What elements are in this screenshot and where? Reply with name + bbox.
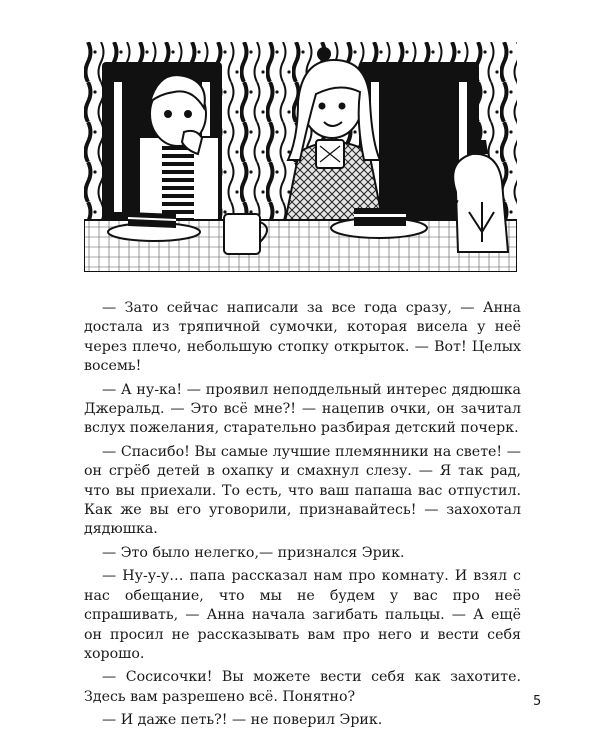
paragraph: — А ну-ка! — проявил неподдельный интерес дядюшка Джеральд. — Это всё мне?! — нацепив очки, он зачитал вслух пожелания, старательно разбирая детский почерк. [84,381,521,437]
paragraph: — Ну-у-у… папа рассказал нам про комнату. И взял с нас обещание, что мы не будем у вас про неё спрашивать, — Анна начала загибать пальцы. — А ещё он просил не рассказывать вам про него и вести себя хорошо. [84,568,521,662]
page-number: 5 [533,694,542,709]
paragraph: — И даже петь?! — не поверил Эрик. [102,712,383,729]
story-text [84,299,521,735]
illustration-children-at-table [84,42,517,272]
paragraph: — Это было нелегко,— признался Эрик. [102,544,405,561]
paragraph: — Сосисочки! Вы можете вести себя как захотите. Здесь вам разрешено всё. Понятно? [84,669,521,705]
paragraph: — Зато сейчас написали за все года сразу, — Анна достала из тряпичной сумочки, которая висела у неё через плечо, небольшую стопку открыток. — Вот! Целых восемь! [84,300,521,375]
paragraph: — Спасибо! Вы самые лучшие племянники на свете! — он сгрёб детей в охапку и смахнул слезу. — Я так рад, что вы приехали. То есть, что ваш папаша вас отпустил. Как же вы его уговорили, признавайтесь! — захохотал дядюшка. [84,443,521,538]
